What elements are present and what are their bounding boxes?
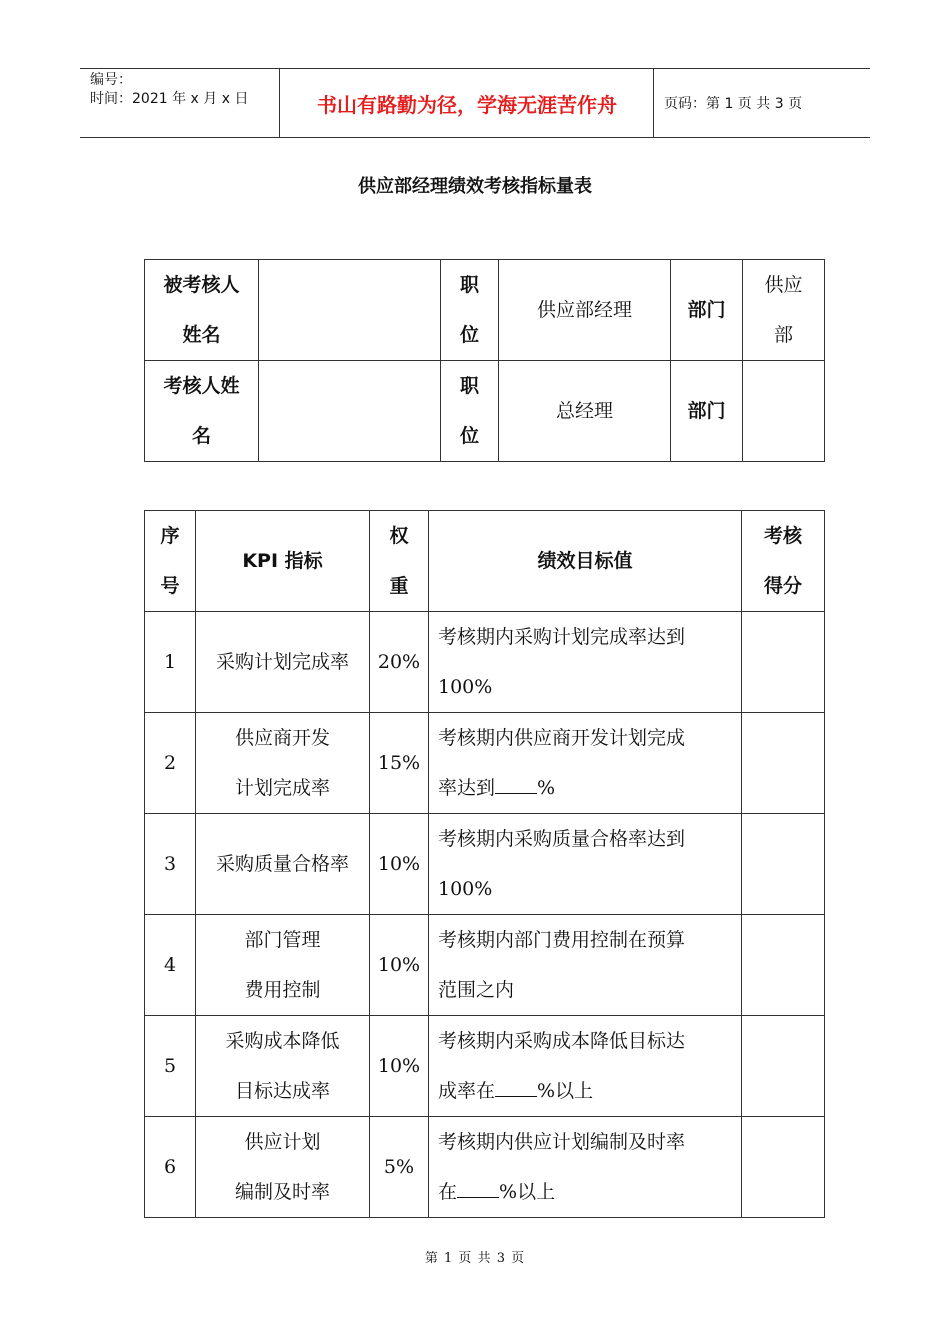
assessor-name-label: 考核人姓名 [145,361,259,462]
header-weight: 权重 [370,511,429,612]
header-seq: 序号 [145,511,196,612]
assessor-position-label: 职位 [441,361,499,462]
table-row [145,814,825,915]
assessee-info-table [144,259,825,462]
row-seq: 6 [145,1117,196,1218]
row-weight: 10% [370,814,429,915]
row-target: 考核期内采购成本降低目标达 成率在 %以上 [429,1016,742,1117]
row-seq: 5 [145,1016,196,1117]
row-target: 考核期内部门费用控制在预算 范围之内 [429,915,742,1016]
header-slogan: 书山有路勤为径，学海无涯苦作舟 [281,69,654,137]
assessee-dept-label: 部门 [671,260,743,361]
row-weight: 10% [370,1016,429,1117]
assessor-position-value: 总经理 [499,361,671,462]
row-kpi: 供应计划 编制及时率 [196,1117,370,1218]
assessor-dept-label: 部门 [671,361,743,462]
table-row [145,612,825,713]
header-kpi: KPI 指标 [196,511,370,612]
row-weight: 20% [370,612,429,713]
kpi-header-row [145,511,825,612]
header-score: 考核得分 [742,511,825,612]
assessee-name-value [259,260,441,361]
row-target: 考核期内供应计划编制及时率 在 %以上 [429,1117,742,1218]
row-score[interactable] [742,713,825,814]
row-target: 考核期内采购计划完成率达到 100% [429,612,742,713]
row-score[interactable] [742,814,825,915]
row-weight: 5% [370,1117,429,1218]
kpi-table [144,510,825,1218]
row-kpi: 采购成本降低 目标达成率 [196,1016,370,1117]
table-row [145,915,825,1016]
page-title: 供应部经理绩效考核指标量表 [358,176,592,197]
row-seq: 2 [145,713,196,814]
row-kpi: 部门管理 费用控制 [196,915,370,1016]
row-score[interactable] [742,915,825,1016]
assessor-name-value [259,361,441,462]
assessee-position-label: 职位 [441,260,499,361]
row-kpi: 采购计划完成率 [196,612,370,713]
row-kpi: 供应商开发 计划完成率 [196,713,370,814]
fill-blank[interactable] [495,1076,537,1097]
fill-blank[interactable] [457,1177,499,1198]
header-target: 绩效目标值 [429,511,742,612]
number-label: 编号： [90,72,132,88]
document-header [80,68,870,138]
assessor-dept-value [743,361,825,462]
assessee-dept-value: 供应部 [743,260,825,361]
page-footer: 第 1 页 共 3 页 [424,1251,526,1266]
row-score[interactable] [742,1117,825,1218]
row-seq: 1 [145,612,196,713]
time-label: 时间：2021 年 x 月 x 日 [90,91,249,107]
row-seq: 3 [145,814,196,915]
row-score[interactable] [742,612,825,713]
row-seq: 4 [145,915,196,1016]
table-row [145,1117,825,1218]
table-row [145,1016,825,1117]
assessee-name-label: 被考核人姓名 [145,260,259,361]
row-weight: 10% [370,915,429,1016]
header-meta [80,69,280,137]
row-kpi: 采购质量合格率 [196,814,370,915]
fill-blank[interactable] [495,773,537,794]
row-score[interactable] [742,1016,825,1117]
row-target: 考核期内供应商开发计划完成 率达到 % [429,713,742,814]
table-row [145,713,825,814]
row-weight: 15% [370,713,429,814]
header-page-info: 页码：第 1 页 共 3 页 [664,96,803,112]
row-target: 考核期内采购质量合格率达到 100% [429,814,742,915]
assessee-position-value: 供应部经理 [499,260,671,361]
